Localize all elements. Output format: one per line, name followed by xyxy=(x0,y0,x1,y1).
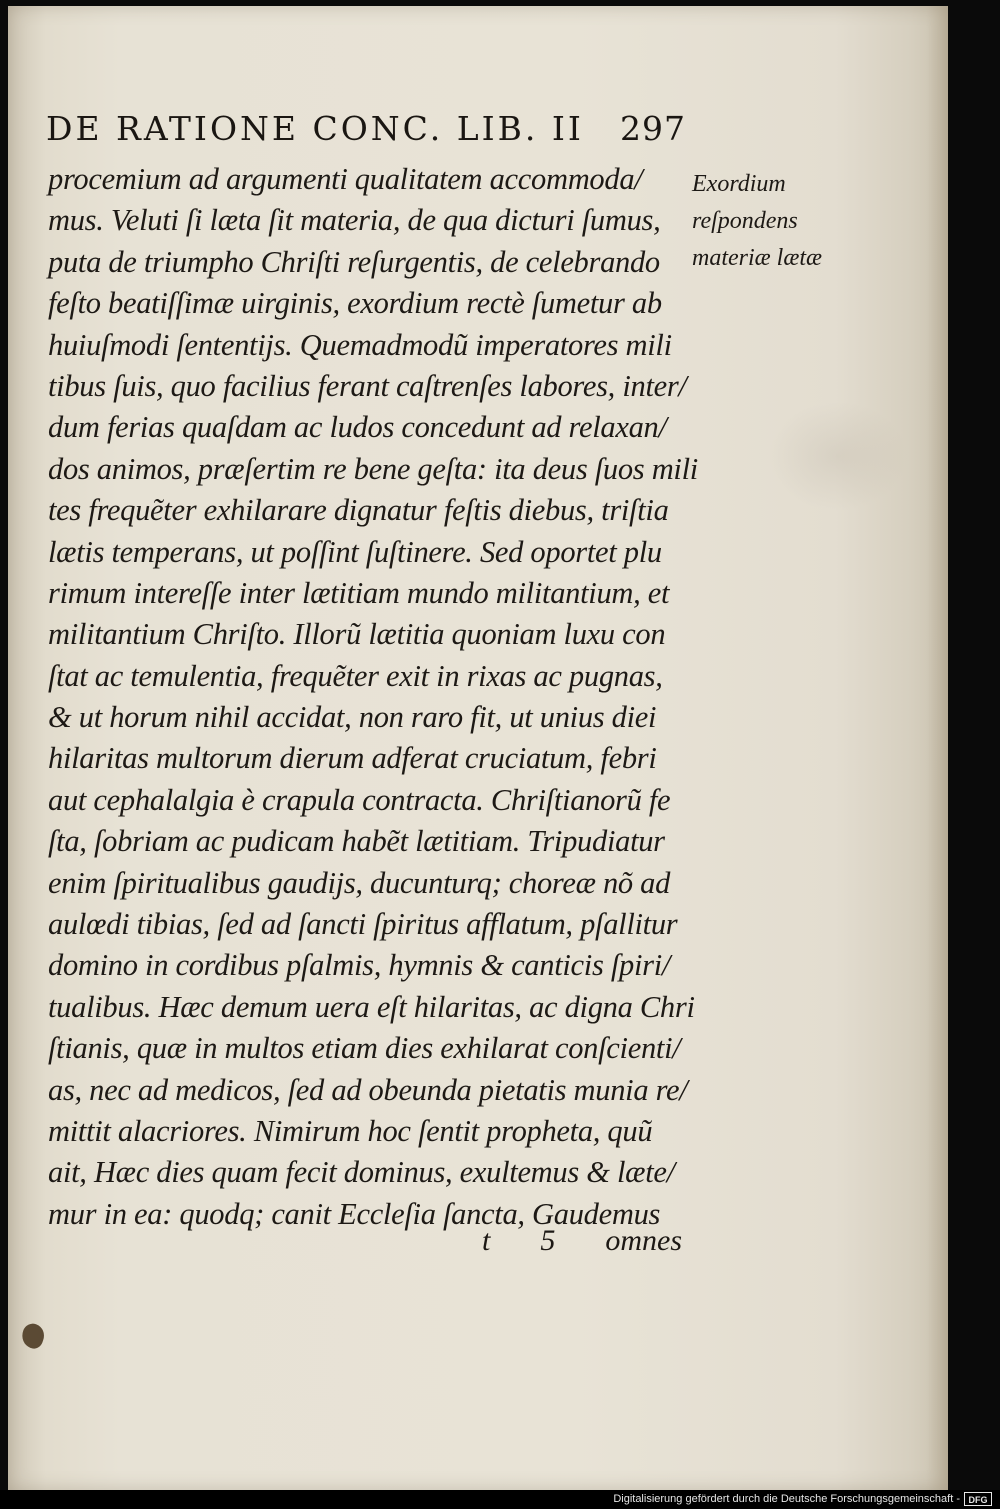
text-line: tibus ſuis, quo facilius ferant caſtrenſes labores, inter/ xyxy=(48,368,687,403)
text-line: tualibus. Hæc demum uera eſt hilaritas, ac digna Chri xyxy=(48,989,695,1024)
book-page xyxy=(8,6,948,1490)
marginal-note-line: reſpondens xyxy=(692,208,798,234)
ink-bleed-through xyxy=(768,401,908,511)
dfg-logo: DFG xyxy=(964,1492,992,1506)
folio-number: 297 xyxy=(620,109,686,148)
text-line: mittit alacriores. Nimirum hoc ſentit propheta, quũ xyxy=(48,1113,653,1148)
text-line: aut cephalalgia è crapula contracta. Chriſtianorũ fe xyxy=(48,782,671,817)
running-header xyxy=(46,109,686,148)
text-line: aulœdi tibias, ſed ad ſancti ſpiritus afflatum, pſallitur xyxy=(48,907,678,942)
text-line: feſto beatiſſimæ uirginis, exordium rectè ſumetur ab xyxy=(48,286,662,321)
text-line: tes frequẽter exhilarare dignatur feſtis diebus, triſtia xyxy=(48,493,669,528)
text-line: & ut horum nihil accidat, non raro fit, ut unius diei xyxy=(48,700,657,735)
running-title: DE RATIONE CONC. LIB. II xyxy=(46,109,584,148)
marginal-note xyxy=(692,166,852,277)
text-line: ſtat ac temulentia, frequẽter exit in rixas ac pugnas, xyxy=(48,658,663,693)
marginal-note-line: Exordium xyxy=(692,171,786,197)
text-line: militantium Chriſto. Illorũ lætitia quoniam luxu con xyxy=(48,617,666,652)
body-text xyxy=(48,159,698,1235)
text-line: huiuſmodi ſententijs. Quemadmodũ imperatores mili xyxy=(48,327,672,362)
text-line: mus. Veluti ſi læta ſit materia, de qua dicturi ſumus, xyxy=(48,203,661,238)
text-line: hilaritas multorum dierum adferat cruciatum, febri xyxy=(48,741,657,776)
marginal-note-line: materiæ lætæ xyxy=(692,245,823,271)
text-line: ſta, ſobriam ac pudicam habẽt lætitiam. Tripudiatur xyxy=(48,824,665,859)
page-edge-shading xyxy=(926,6,948,1490)
text-line: as, nec ad medicos, ſed ad obeunda pietatis munia re/ xyxy=(48,1072,688,1107)
funding-credit: Digitalisierung gefördert durch die Deutsche Forschungsgemeinschaft - xyxy=(613,1493,960,1505)
text-line: dos animos, præſertim re bene geſta: ita deus ſuos mili xyxy=(48,451,698,486)
text-line: mur in ea: quodq; canit Eccleſia ſancta, Gaudemus xyxy=(48,1196,661,1231)
text-line: procemium ad argumenti qualitatem accommoda/ xyxy=(48,162,643,196)
signature-number: 5 xyxy=(540,1224,556,1257)
text-line: ait, Hæc dies quam fecit dominus, exultemus & læte/ xyxy=(48,1155,675,1190)
catchword: omnes xyxy=(605,1224,682,1257)
ink-stain xyxy=(19,1321,48,1351)
text-line: rimum intereſſe inter lætitiam mundo militantium, et xyxy=(48,575,670,610)
signature-and-catchword xyxy=(482,1224,682,1258)
signature-letter: t xyxy=(482,1224,491,1257)
text-line: dum ferias quaſdam ac ludos concedunt ad relaxan/ xyxy=(48,410,667,445)
text-line: domino in cordibus pſalmis, hymnis & canticis ſpiri/ xyxy=(48,948,671,983)
text-line: ſtianis, quæ in multos etiam dies exhilarat conſcienti/ xyxy=(48,1031,681,1066)
text-line: puta de triumpho Chriſti reſurgentis, de celebrando xyxy=(48,244,660,279)
text-line: lætis temperans, ut poſſint ſuſtinere. Sed oportet plu xyxy=(48,534,662,569)
text-line: enim ſpiritualibus gaudijs, ducunturq; choreæ nõ ad xyxy=(48,865,671,900)
